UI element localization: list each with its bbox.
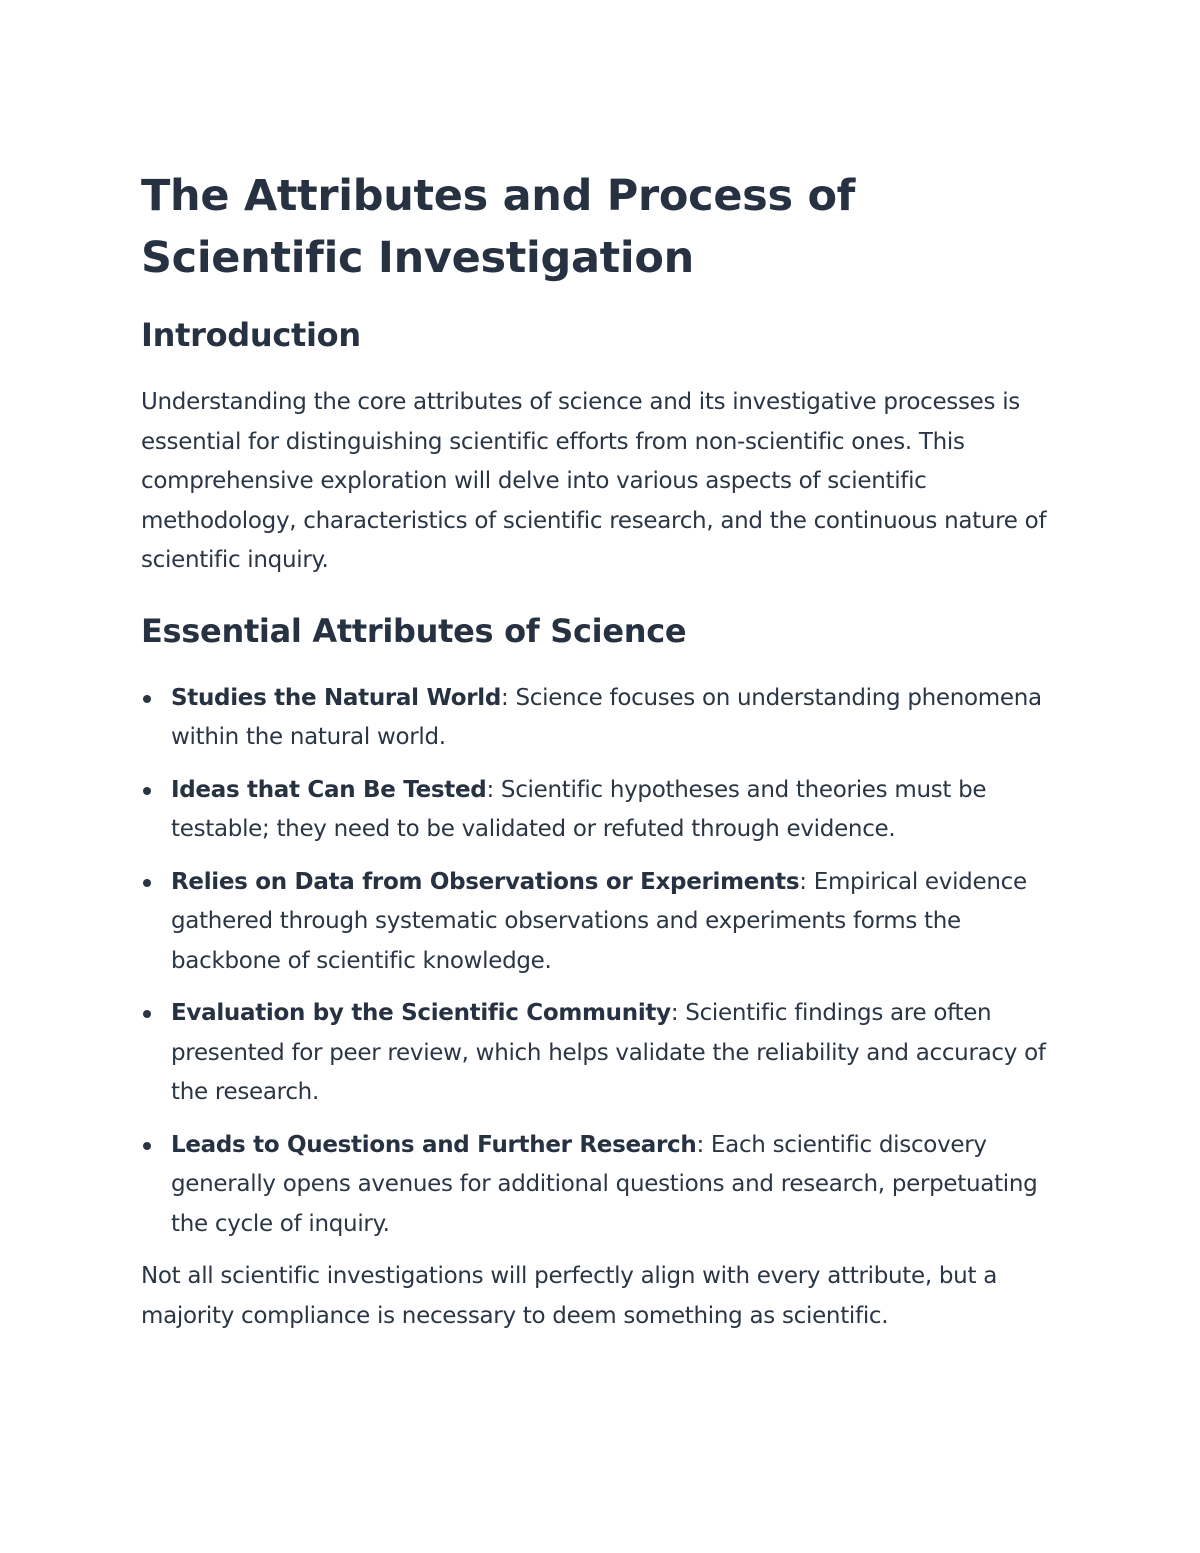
list-item-separator: : [486, 776, 494, 803]
list-item [141, 679, 1061, 758]
attributes-list [141, 679, 1061, 1245]
list-item-separator: : [696, 1131, 704, 1158]
list-item [141, 994, 1061, 1113]
list-item-term: Ideas that Can Be Tested [171, 776, 487, 803]
list-item-separator: : [670, 1000, 679, 1026]
list-item-term: Studies the Natural World [171, 684, 501, 711]
list-item-description: Empirical evidence gathered through systematic observations and experiments forms the backbone of scientific knowledge. [171, 868, 1027, 974]
introduction-paragraph: Understanding the core attributes of science and its investigative processes is essential for distinguishing scientific efforts from non-scientific ones. This comprehensive exploration will delve into various aspects of scientific methodology, characteristics of scientific research, and the continuous nature of scientific inquiry. [141, 389, 1047, 573]
list-item-term: Leads to Questions and Further Research [171, 1131, 697, 1158]
list-item [141, 1126, 1061, 1245]
essential-attributes-heading: Essential Attributes of Science [141, 611, 687, 650]
list-item-description: Scientific hypotheses and theories must be testable; they need to be validated or refuted through evidence. [171, 776, 987, 842]
list-item-description: Science focuses on understanding phenomena within the natural world. [171, 684, 1042, 750]
list-item-separator: : [799, 868, 807, 895]
list-item-term: Relies on Data from Observations or Experiments [171, 868, 800, 895]
bullet-icon [143, 1010, 151, 1018]
document-page [141, 165, 1061, 1336]
bullet-icon [143, 695, 151, 703]
list-item-description: Scientific findings are often presented for peer review, which helps validate the reliability and accuracy of the research. [171, 1000, 1046, 1105]
list-item-term: Evaluation by the Scientific Community [171, 1000, 671, 1026]
list-item [141, 863, 1061, 982]
bullet-icon [143, 879, 151, 887]
closing-paragraph: Not all scientific investigations will perfectly align with every attribute, but a majority compliance is necessary to deem something as scientific. [141, 1263, 997, 1329]
introduction-heading: Introduction [141, 316, 361, 354]
list-item-separator: : [501, 684, 509, 711]
list-item-description: Each scientific discovery generally opens avenues for additional questions and research, perpetuating the cycle of inquiry. [171, 1131, 1038, 1237]
list-item [141, 771, 1061, 850]
bullet-icon [143, 787, 151, 795]
document-title: The Attributes and Process of Scientific Investigation [141, 171, 856, 283]
bullet-icon [143, 1142, 151, 1150]
